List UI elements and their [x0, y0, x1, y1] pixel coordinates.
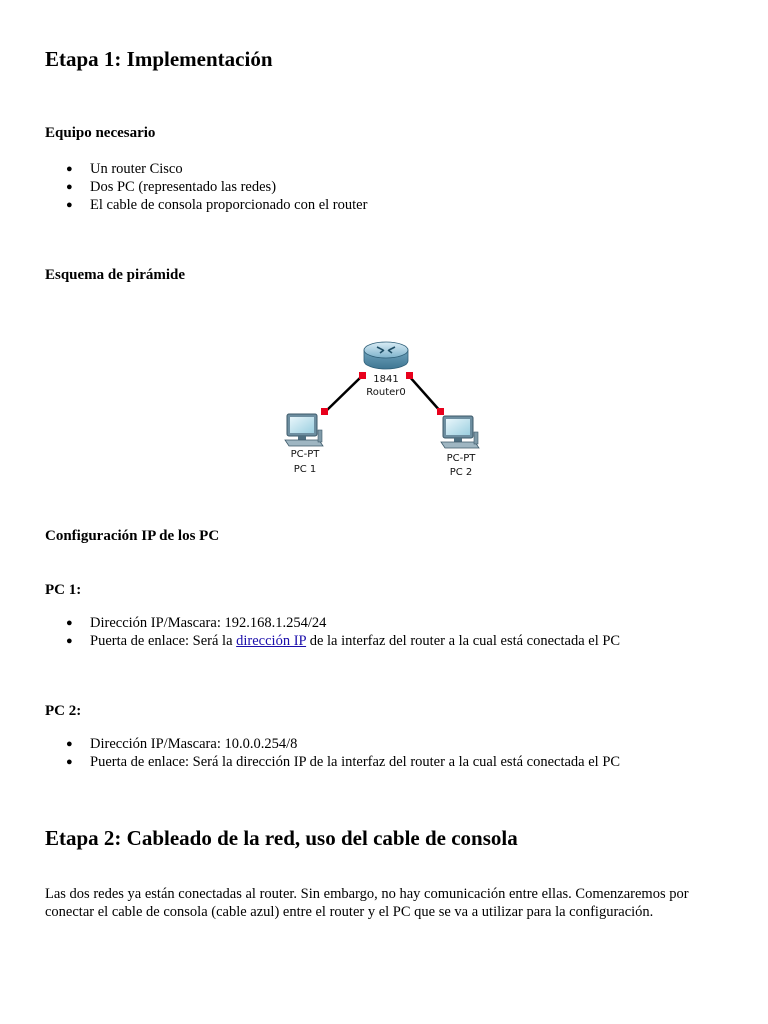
link-router-pc2 — [406, 372, 444, 415]
router-name-label: Router0 — [366, 387, 406, 398]
bullet-icon: ● — [66, 199, 73, 211]
ip-address-link[interactable]: dirección IP — [236, 633, 307, 649]
list-item-text: Dos PC (representado las redes) — [90, 179, 277, 195]
equipment-list — [45, 160, 367, 214]
stage2-title: Etapa 2: Cableado de la red, uso del cable de consola — [45, 826, 518, 850]
stage2-paragraph — [45, 885, 735, 921]
pc2-gateway-text: Puerta de enlace: Será la dirección IP de la interfaz del router a la cual está conectada el PC — [90, 754, 621, 770]
list-item — [45, 614, 620, 632]
paragraph-line: conectar el cable de consola (cable azul) entre el router y el PC que se va a utilizar para la configuración. — [45, 904, 654, 920]
pc1-type-label: PC-PT — [290, 449, 320, 460]
port-icon — [359, 372, 366, 379]
pc1-name-label: PC 1 — [293, 464, 317, 475]
list-item — [45, 178, 367, 196]
pc1-config-list — [45, 614, 620, 650]
network-diagram — [270, 330, 500, 490]
stage1-title: Etapa 1: Implementación — [45, 47, 273, 71]
port-icon — [406, 372, 413, 379]
router-model-label: 1841 — [373, 374, 399, 385]
pc1-ip-text: Dirección IP/Mascara: 192.168.1.254/24 — [90, 615, 327, 631]
pc1-gateway-prefix: Puerta de enlace: Será la — [90, 633, 237, 649]
pc1-gateway-suffix: de la interfaz del router a la cual está conectada el PC — [306, 633, 621, 649]
list-item — [45, 735, 620, 753]
ip-config-heading: Configuración IP de los PC — [45, 528, 220, 544]
list-item — [45, 753, 620, 771]
pc2-icon — [441, 416, 479, 448]
pc2-name-label: PC 2 — [449, 467, 473, 478]
equipment-heading: Equipo necesario — [45, 125, 156, 141]
bullet-icon: ● — [66, 756, 73, 768]
router-icon — [364, 342, 408, 369]
pc2-ip-text: Dirección IP/Mascara: 10.0.0.254/8 — [90, 736, 298, 752]
bullet-icon: ● — [66, 738, 73, 750]
paragraph-line: Las dos redes ya están conectadas al router. Sin embargo, no hay comunicación entre ellas. Comenzaremos por — [45, 886, 689, 902]
pc2-config-list — [45, 735, 620, 771]
pc1-icon — [285, 414, 323, 446]
port-icon — [437, 408, 444, 415]
bullet-icon: ● — [66, 617, 73, 629]
list-item — [45, 632, 620, 650]
pc1-heading: PC 1: — [45, 582, 82, 598]
list-item-text: El cable de consola proporcionado con el router — [90, 197, 368, 213]
bullet-icon: ● — [66, 635, 73, 647]
pc2-heading: PC 2: — [45, 703, 82, 719]
list-item-text: Un router Cisco — [90, 161, 183, 177]
port-icon — [321, 408, 328, 415]
list-item — [45, 160, 367, 178]
link-router-pc1 — [321, 372, 366, 415]
bullet-icon: ● — [66, 181, 73, 193]
list-item — [45, 196, 367, 214]
bullet-icon: ● — [66, 163, 73, 175]
pc2-type-label: PC-PT — [446, 453, 476, 464]
pyramid-heading: Esquema de pirámide — [45, 267, 186, 283]
